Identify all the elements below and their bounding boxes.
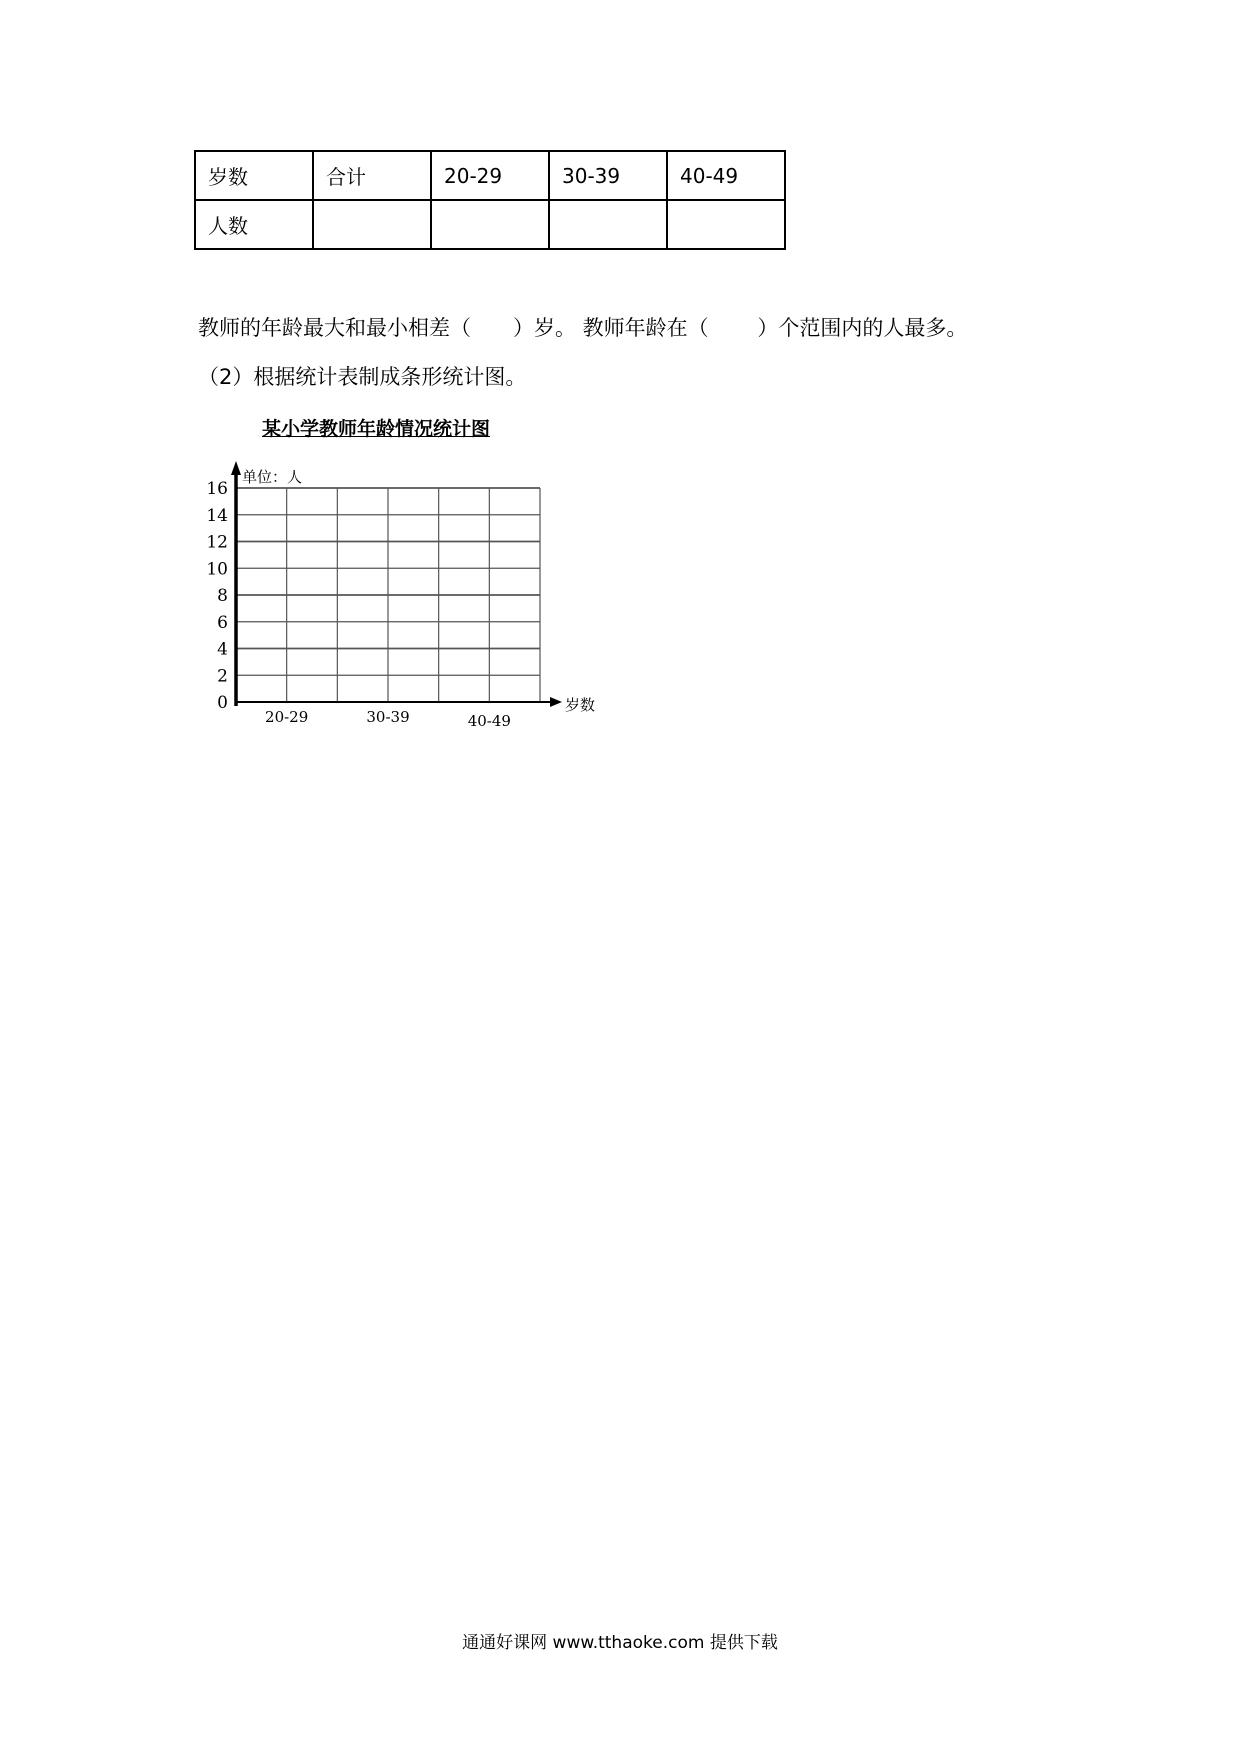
x-tick-label: 30-39 bbox=[366, 708, 410, 726]
chart-axes bbox=[231, 461, 562, 707]
x-tick-label: 20-29 bbox=[265, 708, 309, 726]
y-tick-label: 8 bbox=[217, 586, 228, 606]
y-tick-label: 12 bbox=[206, 532, 228, 553]
table-cell bbox=[549, 200, 667, 249]
chart-grid bbox=[236, 488, 540, 702]
table-cell bbox=[313, 200, 431, 249]
x-axis-arrow bbox=[550, 697, 562, 707]
x-axis-label: 岁数 bbox=[565, 696, 596, 714]
question-line-1: 教师的年龄最大和最小相差（ ）岁。 教师年龄在（ ）个范围内的人最多。 bbox=[198, 316, 968, 340]
age-statistics-table bbox=[194, 150, 786, 250]
y-tick-label: 10 bbox=[206, 559, 228, 580]
y-tick-label: 14 bbox=[206, 505, 228, 526]
table-row bbox=[195, 200, 785, 249]
y-tick-label: 16 bbox=[206, 479, 228, 499]
question-line-2: （2）根据统计表制成条形统计图。 bbox=[198, 365, 527, 389]
y-tick-label: 0 bbox=[217, 693, 228, 713]
table-header-row bbox=[195, 151, 785, 200]
table-cell bbox=[667, 200, 785, 249]
bar-chart bbox=[200, 455, 620, 735]
table-cell bbox=[431, 200, 549, 249]
table-cell: 人数 bbox=[195, 200, 313, 249]
table-cell: 合计 bbox=[313, 151, 431, 200]
y-axis-arrow bbox=[231, 461, 241, 475]
table-cell: 岁数 bbox=[195, 151, 313, 200]
y-tick-label: 2 bbox=[217, 666, 228, 687]
x-tick-labels bbox=[265, 708, 511, 730]
y-tick-labels bbox=[206, 479, 228, 713]
chart-title: 某小学教师年龄情况统计图 bbox=[262, 418, 491, 440]
y-tick-label: 4 bbox=[217, 639, 228, 660]
table-cell: 30-39 bbox=[549, 151, 667, 200]
table-cell: 20-29 bbox=[431, 151, 549, 200]
footer-text: 通通好课网 www.tthaoke.com 提供下载 bbox=[462, 1633, 778, 1653]
y-tick-label: 6 bbox=[217, 612, 228, 633]
x-tick-label: 40-49 bbox=[467, 712, 511, 730]
unit-label: 单位：人 bbox=[242, 468, 303, 486]
table-cell: 40-49 bbox=[667, 151, 785, 200]
